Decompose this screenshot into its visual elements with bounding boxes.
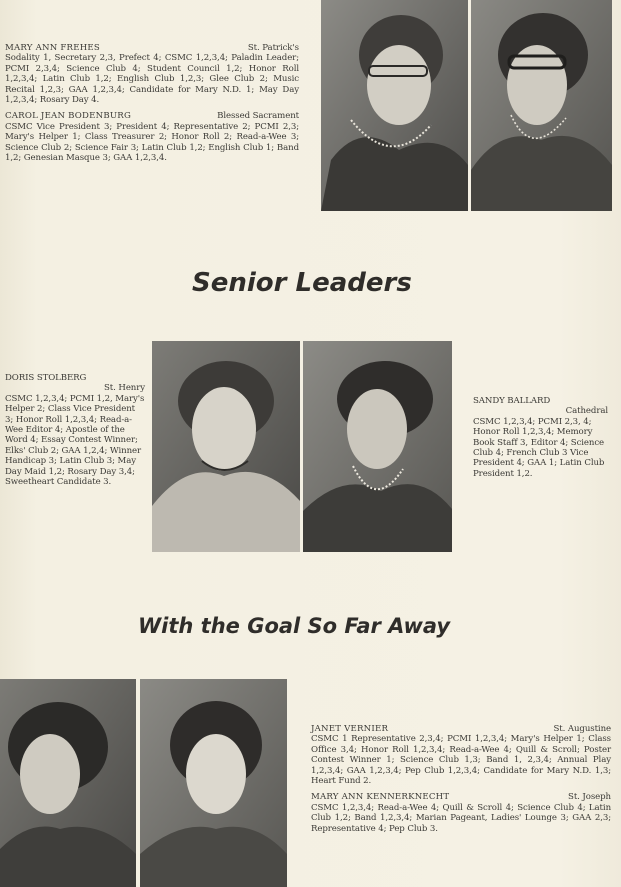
bio-entry-bodenburg bbox=[5, 111, 299, 163]
portrait-image bbox=[0, 679, 136, 887]
bio-entry-stolberg bbox=[5, 373, 145, 487]
bio-entry-frehes bbox=[5, 43, 299, 105]
portrait-image bbox=[303, 341, 452, 552]
portrait-photo bbox=[0, 679, 136, 887]
bio-entry-ballard bbox=[473, 396, 608, 479]
activities-text: CSMC 1,2,3,4; PCMI 1,2, Mary's Helper 2; Class Vice President 3; Honor Roll 1,2,3,4; Read-a-Wee Editor 4; Apostle of the Word 4; Essay Contest Winner; Elks' Club 2; GAA 1,2,4; Winner Handicap 3; Latin Club 3; May Day Maid 1,2; Rosary Day 3,4; Sweetheart Candidate 3. bbox=[5, 393, 145, 488]
activities-text: CSMC 1,2,3,4; PCMI 2,3, 4; Honor Roll 1,2,3,4; Memory Book Staff 3, Editor 4; Science Club 4; French Club 3 Vice President 4; GAA 1; Latin Club President 1,2. bbox=[473, 416, 605, 479]
activities-text: Sodality 1, Secretary 2,3, Prefect 4; CSMC 1,2,3,4; Paladin Leader; PCMI 2,3,4; Science Club 4; Student Council 1,2; Honor Roll 1,2,3,4; Latin Club 1,2; English Club 1,2,3; Glee Club 2; Music Recital 1,2,3; GAA 1,2,3,4; Candidate for Mary N.D. 1; May Day 1,2,3,4; Rosary Day 4. bbox=[5, 53, 299, 106]
portrait-image bbox=[471, 0, 612, 211]
student-name: MARY ANN FREHES bbox=[5, 43, 100, 53]
portrait-photo bbox=[471, 0, 612, 211]
portrait-photo bbox=[140, 679, 287, 887]
portrait-image bbox=[140, 679, 287, 887]
parish-name: St. Augustine bbox=[553, 724, 611, 734]
parish-name: Blessed Sacrament bbox=[217, 111, 299, 122]
section-title-senior-leaders: Senior Leaders bbox=[192, 268, 412, 298]
student-name: CAROL JEAN BODENBURG bbox=[5, 111, 132, 122]
portrait-photo bbox=[321, 0, 468, 211]
bio-entry-vernier bbox=[311, 724, 611, 786]
student-name: MARY ANN KENNERKNECHT bbox=[311, 792, 450, 803]
parish-name: St. Patrick's bbox=[247, 43, 299, 53]
parish-name: St. Joseph bbox=[568, 792, 611, 803]
parish-name: Cathedral bbox=[565, 406, 608, 417]
activities-text: CSMC Vice President 3; President 4; Representative 2; PCMI 2,3; Mary's Helper 1; Class Treasurer 2; Honor Roll 2; Read-a-Wee 3; Science Club 2; Science Fair 3; Latin Club 1,2; English Club 1; Band 1,2; Genesian Masque 3; GAA 1,2,3,4. bbox=[5, 121, 299, 164]
bio-entry-kennerknecht bbox=[311, 792, 611, 834]
portrait-photo bbox=[303, 341, 452, 552]
portrait-photo bbox=[152, 341, 300, 552]
parish-name: St. Henry bbox=[104, 383, 145, 394]
student-name: DORIS STOLBERG bbox=[5, 373, 87, 383]
section-title-goal: With the Goal So Far Away bbox=[138, 614, 451, 638]
bottom-bios bbox=[311, 724, 611, 840]
activities-text: CSMC 1,2,3,4; Read-a-Wee 4; Quill & Scroll 4; Science Club 4; Latin Club 1,2; Band 1,2,3,4; Marian Pageant, Ladies' Lounge 3; GAA 2,3; Representative 4; Pep Club 3. bbox=[311, 802, 611, 834]
top-bios bbox=[5, 43, 299, 169]
portrait-image bbox=[152, 341, 300, 552]
activities-text: CSMC 1 Representative 2,3,4; PCMI 1,2,3,4; Mary's Helper 1; Class Office 3,4; Honor Roll 1,2,3,4; Read-a-Wee 4; Quill & Scroll; Poster Contest Winner 1; Science Club 1,3; Band 1, 2,3,4; Annual Play 1,2,3,4; GAA 1,2,3,4; Pep Club 1,2,3,4; Candidate for Mary N.D. 1,3; Heart Fund 2. bbox=[311, 734, 611, 787]
portrait-image bbox=[321, 0, 468, 211]
student-name: JANET VERNIER bbox=[311, 724, 389, 734]
student-name: SANDY BALLARD bbox=[473, 396, 551, 406]
